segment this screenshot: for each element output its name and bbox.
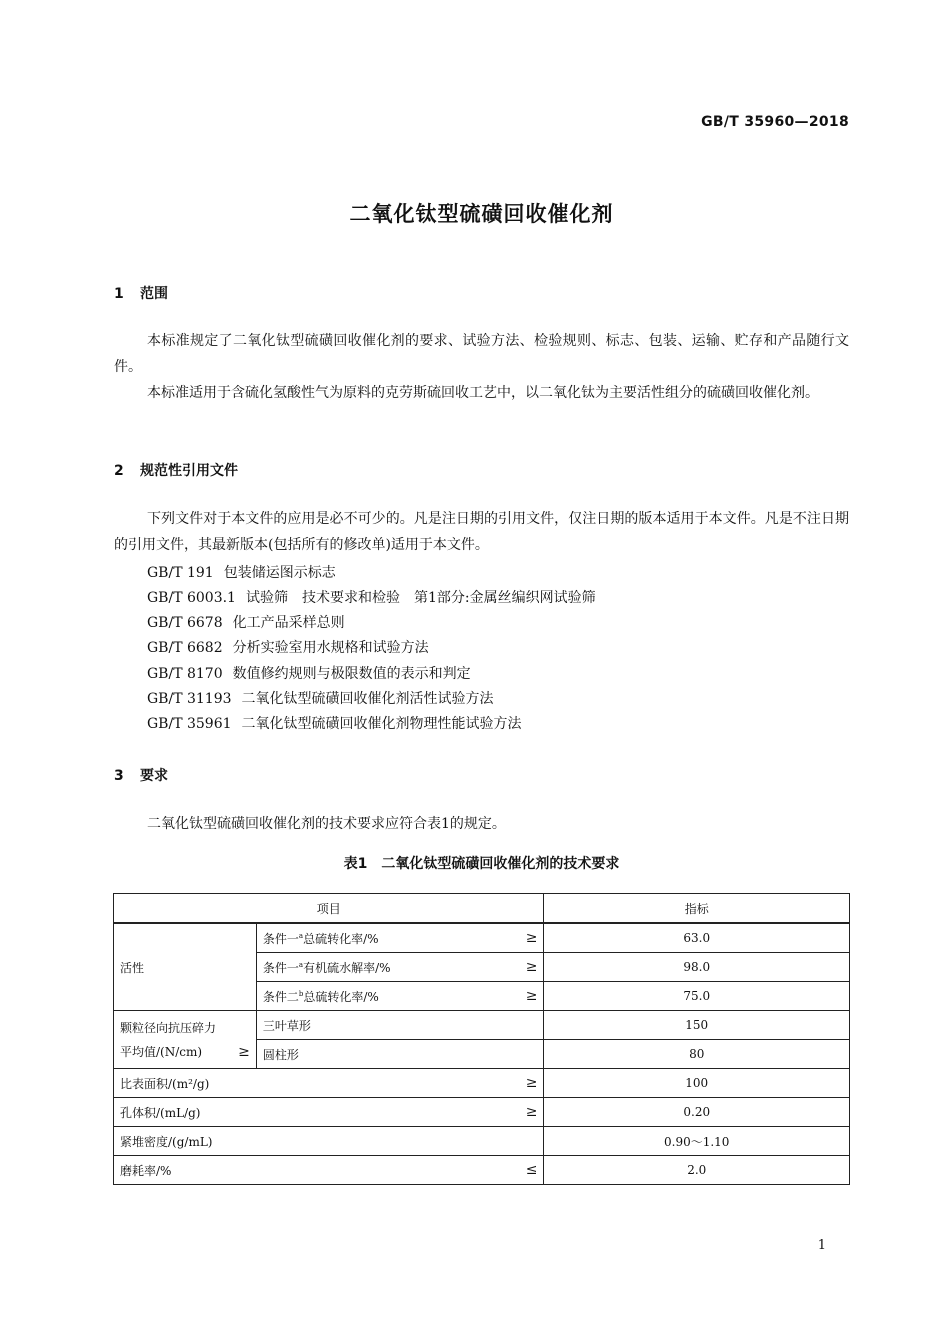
reference-code: GB/T 8170 [147,666,223,682]
comparison-symbol: ≥ [238,1043,250,1060]
standard-code: GB/T 35960—2018 [701,114,849,130]
property-cell [114,1127,544,1156]
table-row [114,1098,850,1127]
condition-name: 条件一 [262,931,299,946]
property-name: 孔体积/(mL/g) [120,1105,201,1120]
property-name: 有机硫水解率/% [303,960,391,975]
reference-item [147,637,429,657]
page-number: 1 [817,1238,826,1253]
table-header-row [114,894,850,924]
section-number: 2 [114,463,124,479]
requirements-paragraph: 二氧化钛型硫磺回收催化剂的技术要求应符合表1的规定。 [147,816,506,832]
value-cell: 75.0 [544,982,850,1011]
reference-code: GB/T 6678 [147,615,223,631]
reference-title: 二氧化钛型硫磺回收催化剂活性试验方法 [241,691,494,707]
header-item: 项目 [114,894,544,924]
value-cell: 63.0 [544,923,850,953]
reference-code: GB/T 6682 [147,640,223,656]
reference-item [147,688,494,708]
comparison-symbol: ≥ [525,1104,538,1120]
section-title: 要求 [140,768,168,784]
value-cell: 0.20 [544,1098,850,1127]
reference-item [147,562,336,582]
table-row [114,923,850,953]
scope-paragraph-1: 本标准规定了二氧化钛型硫磺回收催化剂的要求、试验方法、检验规则、标志、包装、运输、贮存和产品随行文件。 [114,333,849,375]
condition-name: 条件一 [262,960,299,975]
table-caption: 表1 二氧化钛型硫磺回收催化剂的技术要求 [343,856,620,872]
references-intro-paragraph: 下列文件对于本文件的应用是必不可少的。凡是注日期的引用文件，仅注日期的版本适用于本文件。凡是不注日期的引用文件，其最新版本(包括所有的修改单)适用于本文件。 [114,511,849,553]
condition-name: 条件二 [262,989,299,1004]
reference-title: 试验筛 技术要求和检验 第1部分:金属丝编织网试验筛 [245,590,596,606]
reference-title: 化工产品采样总则 [232,615,345,631]
value-cell: 150 [544,1011,850,1040]
property-cell [114,1098,544,1127]
reference-title: 数值修约规则与极限数值的表示和判定 [232,666,471,682]
reference-item [147,587,596,607]
activity-label: 活性 [114,923,257,1011]
activity-condition-cell [256,923,544,953]
comparison-symbol: ≥ [525,959,538,975]
requirements-table [113,893,850,1185]
property-cell [114,1069,544,1098]
scope-paragraph-2: 本标准适用于含硫化氢酸性气为原料的克劳斯硫回收工艺中，以二氧化钛为主要活性组分的硫磺回收催化剂。 [147,385,819,401]
value-cell: 98.0 [544,953,850,982]
reference-code: GB/T 35961 [147,716,232,732]
comparison-symbol: ≥ [525,988,538,1004]
section-number: 3 [114,768,124,784]
value-cell: 80 [544,1040,850,1069]
section-3-heading [114,765,168,785]
reference-item [147,663,471,683]
reference-title: 分析实验室用水规格和试验方法 [232,640,429,656]
table-row [114,1011,850,1040]
crush-label-line-1: 颗粒径向抗压碎力 [120,1020,217,1035]
reference-title: 包装储运图示标志 [223,565,336,581]
reference-code: GB/T 191 [147,565,214,581]
section-title: 规范性引用文件 [140,463,238,479]
section-title: 范围 [140,286,168,302]
reference-item [147,713,522,733]
property-name: 比表面积/(m²/g) [120,1076,210,1091]
header-value: 指标 [544,894,850,924]
footnote-marker: a [298,960,304,969]
reference-title: 二氧化钛型硫磺回收催化剂物理性能试验方法 [241,716,522,732]
comparison-symbol: ≤ [525,1162,538,1178]
property-name: 总硫转化率/% [303,931,379,946]
comparison-symbol: ≥ [525,1075,538,1091]
document-title: 二氧化钛型硫磺回收催化剂 [349,202,614,226]
shape-cell: 三叶草形 [256,1011,544,1040]
value-cell: 0.90～1.10 [544,1127,850,1156]
footnote-marker: b [298,989,304,998]
table-row [114,1127,850,1156]
section-2-heading [114,460,238,480]
reference-code: GB/T 31193 [147,691,232,707]
reference-item [147,612,345,632]
footnote-marker: a [298,931,304,940]
property-name: 总硫转化率/% [303,989,379,1004]
table-row [114,1069,850,1098]
activity-condition-cell [256,982,544,1011]
crush-strength-label [114,1011,257,1069]
section-number: 1 [114,286,124,302]
activity-condition-cell [256,953,544,982]
property-name: 磨耗率/% [120,1163,172,1178]
reference-code: GB/T 6003.1 [147,590,236,606]
comparison-symbol: ≥ [525,930,538,946]
shape-cell: 圆柱形 [256,1040,544,1069]
crush-label-line-2: 平均值/(N/cm) [120,1044,203,1059]
section-1-heading [114,283,168,303]
property-cell [114,1156,544,1185]
property-name: 紧堆密度/(g/mL) [120,1134,213,1149]
table-row [114,1156,850,1185]
value-cell: 2.0 [544,1156,850,1185]
value-cell: 100 [544,1069,850,1098]
